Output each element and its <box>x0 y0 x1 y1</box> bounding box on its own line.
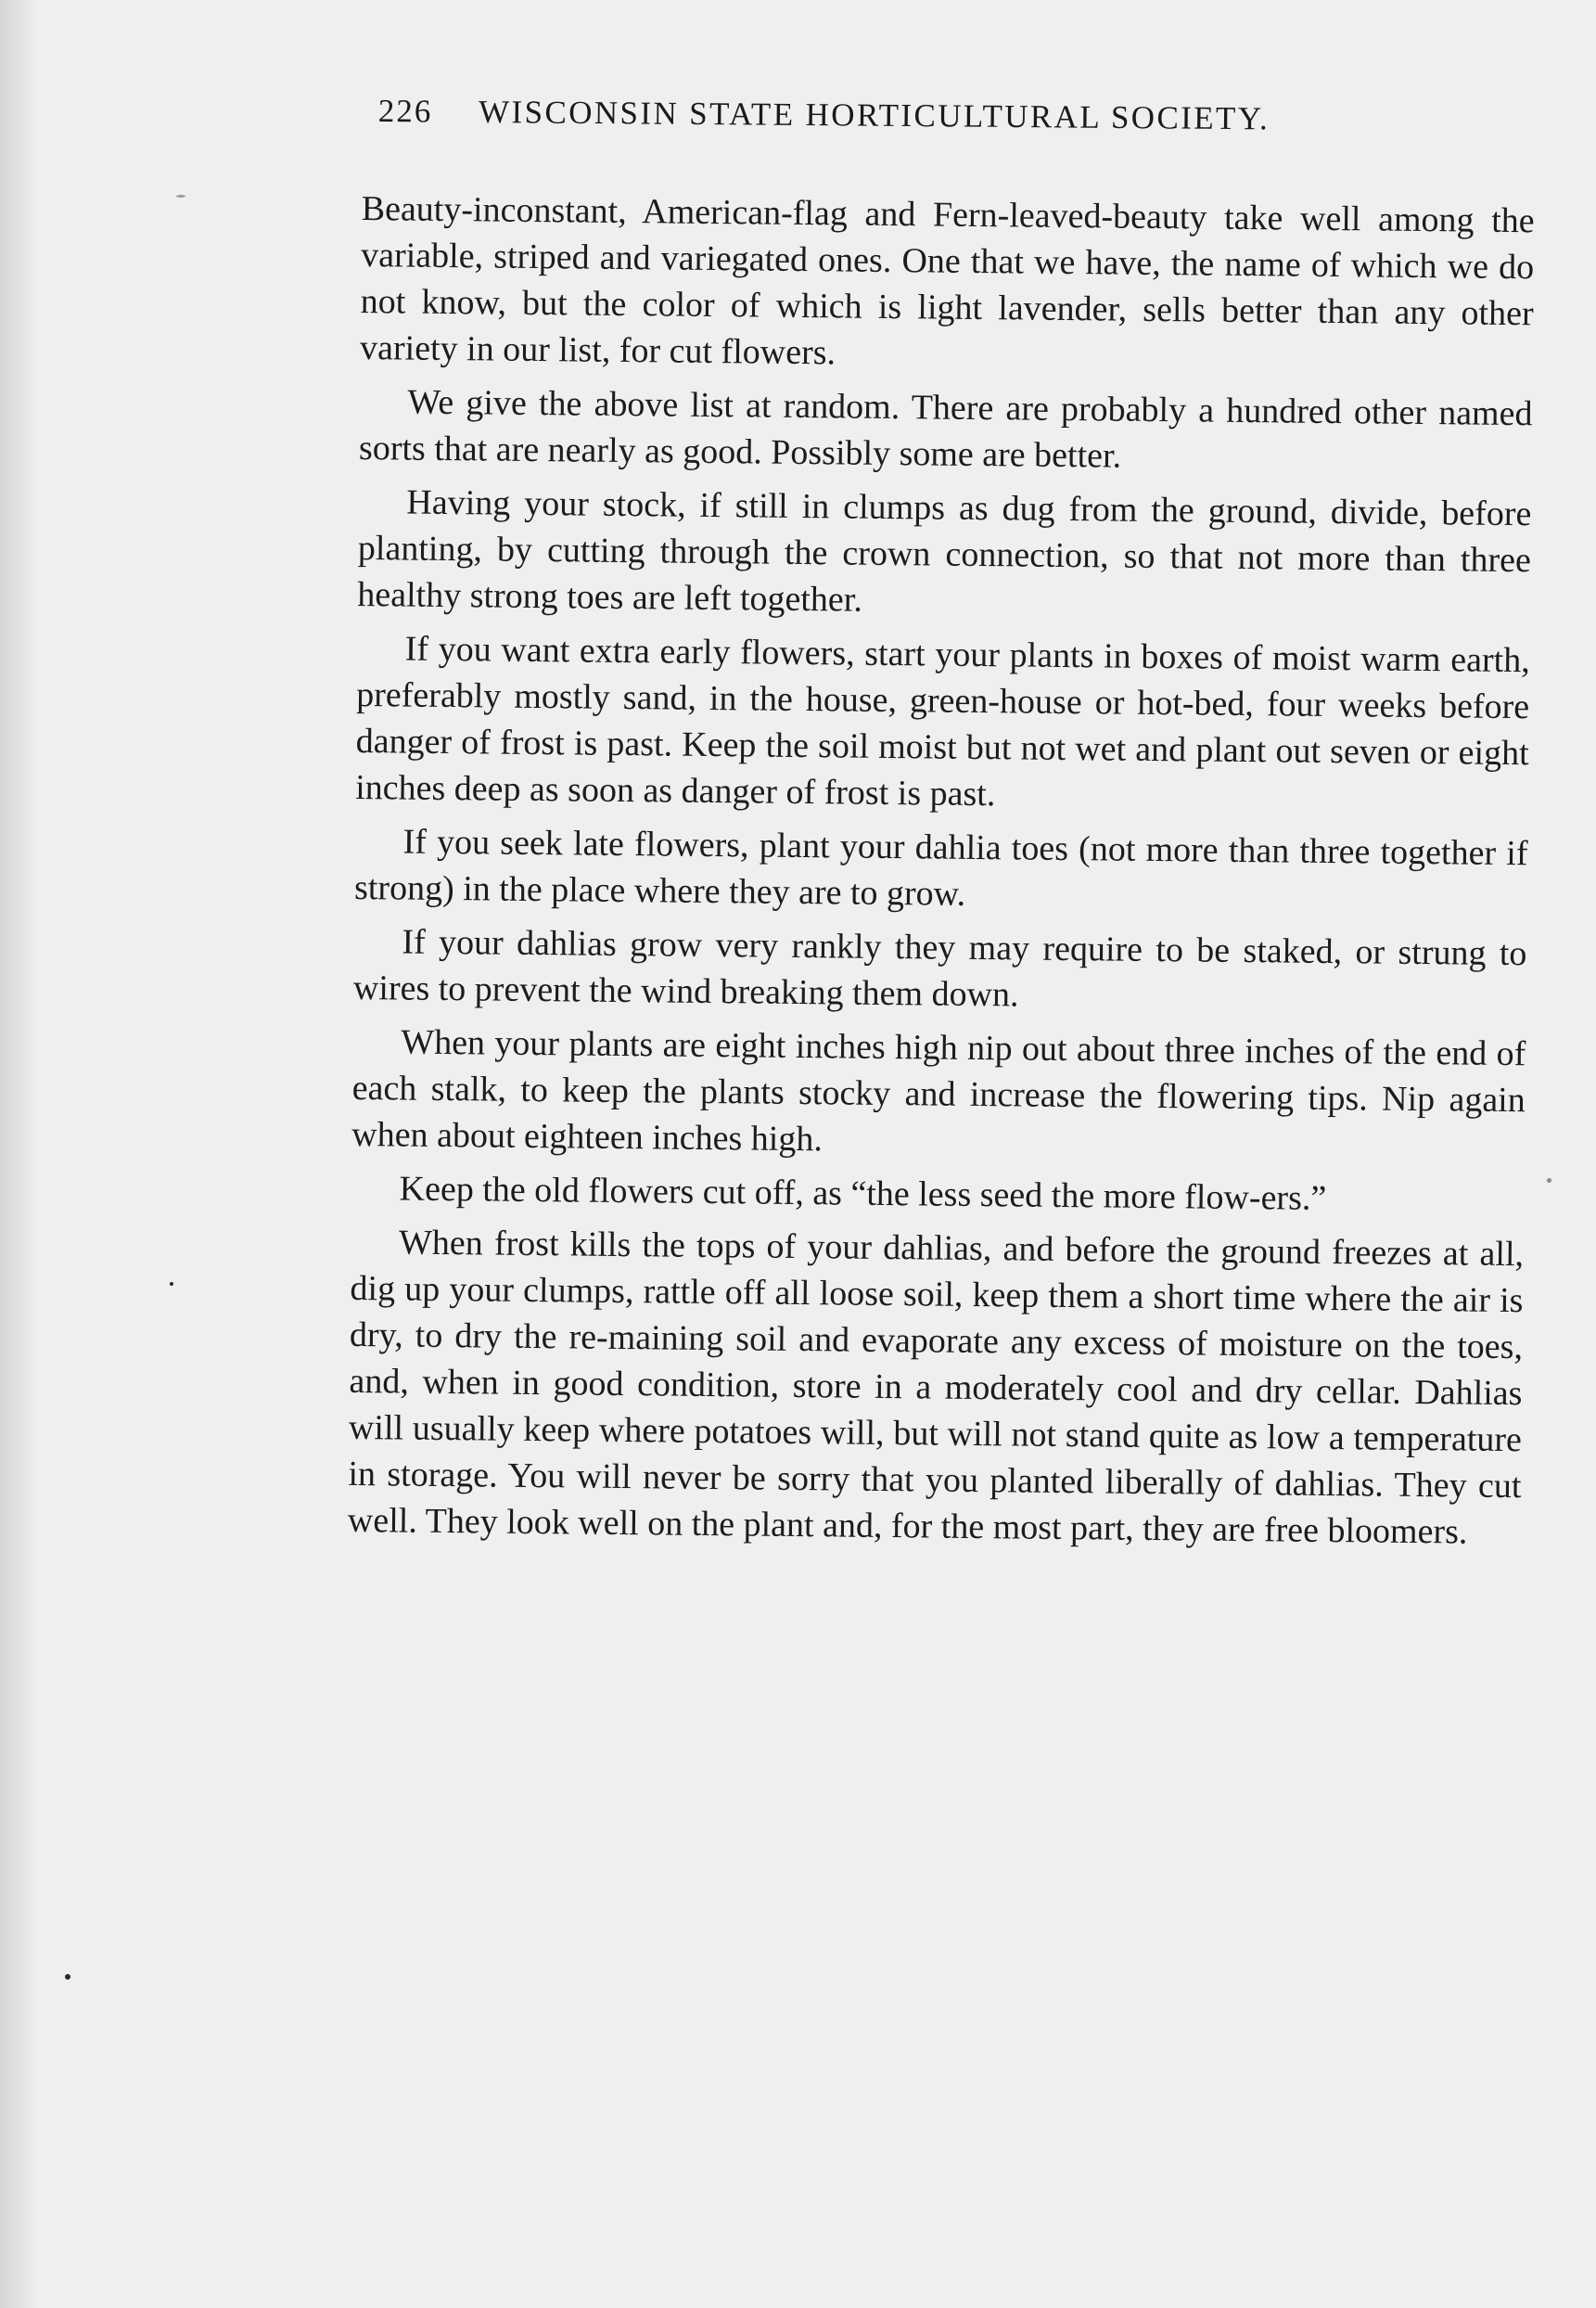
paragraph-pinching: When your plants are eight inches high nip out about three inches of the end of each stalk, to keep the plants stocky and increase the flowering tips. Nip again when about eighteen inches high. <box>351 1022 1526 1160</box>
paper-speck <box>170 1282 173 1286</box>
paragraph-random-list: We give the above list at random. There are probably a hundred other named sorts that are nearly as good. Possibly some are better. <box>358 382 1533 476</box>
paragraph-divide-clumps: Having your stock, if still in clumps as dug from the ground, divide, before planting, by cutting through the crown connection, so that not more than three healthy strong toes are left together. <box>357 482 1532 620</box>
page-number: 226 <box>377 93 433 130</box>
paragraph-early-flowers: If you want extra early flowers, start your plants in boxes of moist warm earth, preferably mostly sand, in the house, green-house or hot-bed, four weeks before danger of frost is past. Keep the soil moist but not wet and plant out seven or eight inches deep as soon as danger of frost is past. <box>354 629 1530 814</box>
paragraph-winter-storage: When frost kills the tops of your dahlias, and before the ground freezes at all, dig up your clumps, rattle off all loose soil, keep them a short time where the air is dry, to dry the re-maining soil and evaporate any excess of moisture on the toes, and, when in good condition, store in a moderately cool and dry cellar. Dahlias will usually keep where potatoes will, but will not stand quite as low a temperature in storage. You will never be sorry that you planted liberally of dahlias. They cut well. They look well on the plant and, for the most part, they are free bloomers. <box>347 1223 1525 1552</box>
paragraph-staking: If your dahlias grow very rankly they may require to be staked, or strung to wires to prevent the wind breaking them down. <box>352 922 1527 1015</box>
running-title: WISCONSIN STATE HORTICULTURAL SOCIETY. <box>478 93 1270 137</box>
page-header <box>378 93 1417 139</box>
page-gutter-shadow <box>0 0 39 2308</box>
paper-speck <box>176 195 185 198</box>
paper-speck <box>1547 1178 1551 1183</box>
paragraph-late-flowers: If you seek late flowers, plant your dahlia toes (not more than three together if strong) in the place where they are to grow. <box>353 822 1528 914</box>
paragraph-deadheading: Keep the old flowers cut off, as “the less seed the more flow-ers.” <box>399 1169 1327 1218</box>
paper-speck <box>65 1974 70 1980</box>
body-text <box>348 186 1535 1563</box>
paragraph-continued-list: Beauty-inconstant, American-flag and Fern-leaved-beauty take well among the variable, striped and variegated ones. One that we have, the name of which we do not know, but the color of which is light lavender, sells better than any other variety in our list, for cut flowers. <box>359 188 1535 373</box>
